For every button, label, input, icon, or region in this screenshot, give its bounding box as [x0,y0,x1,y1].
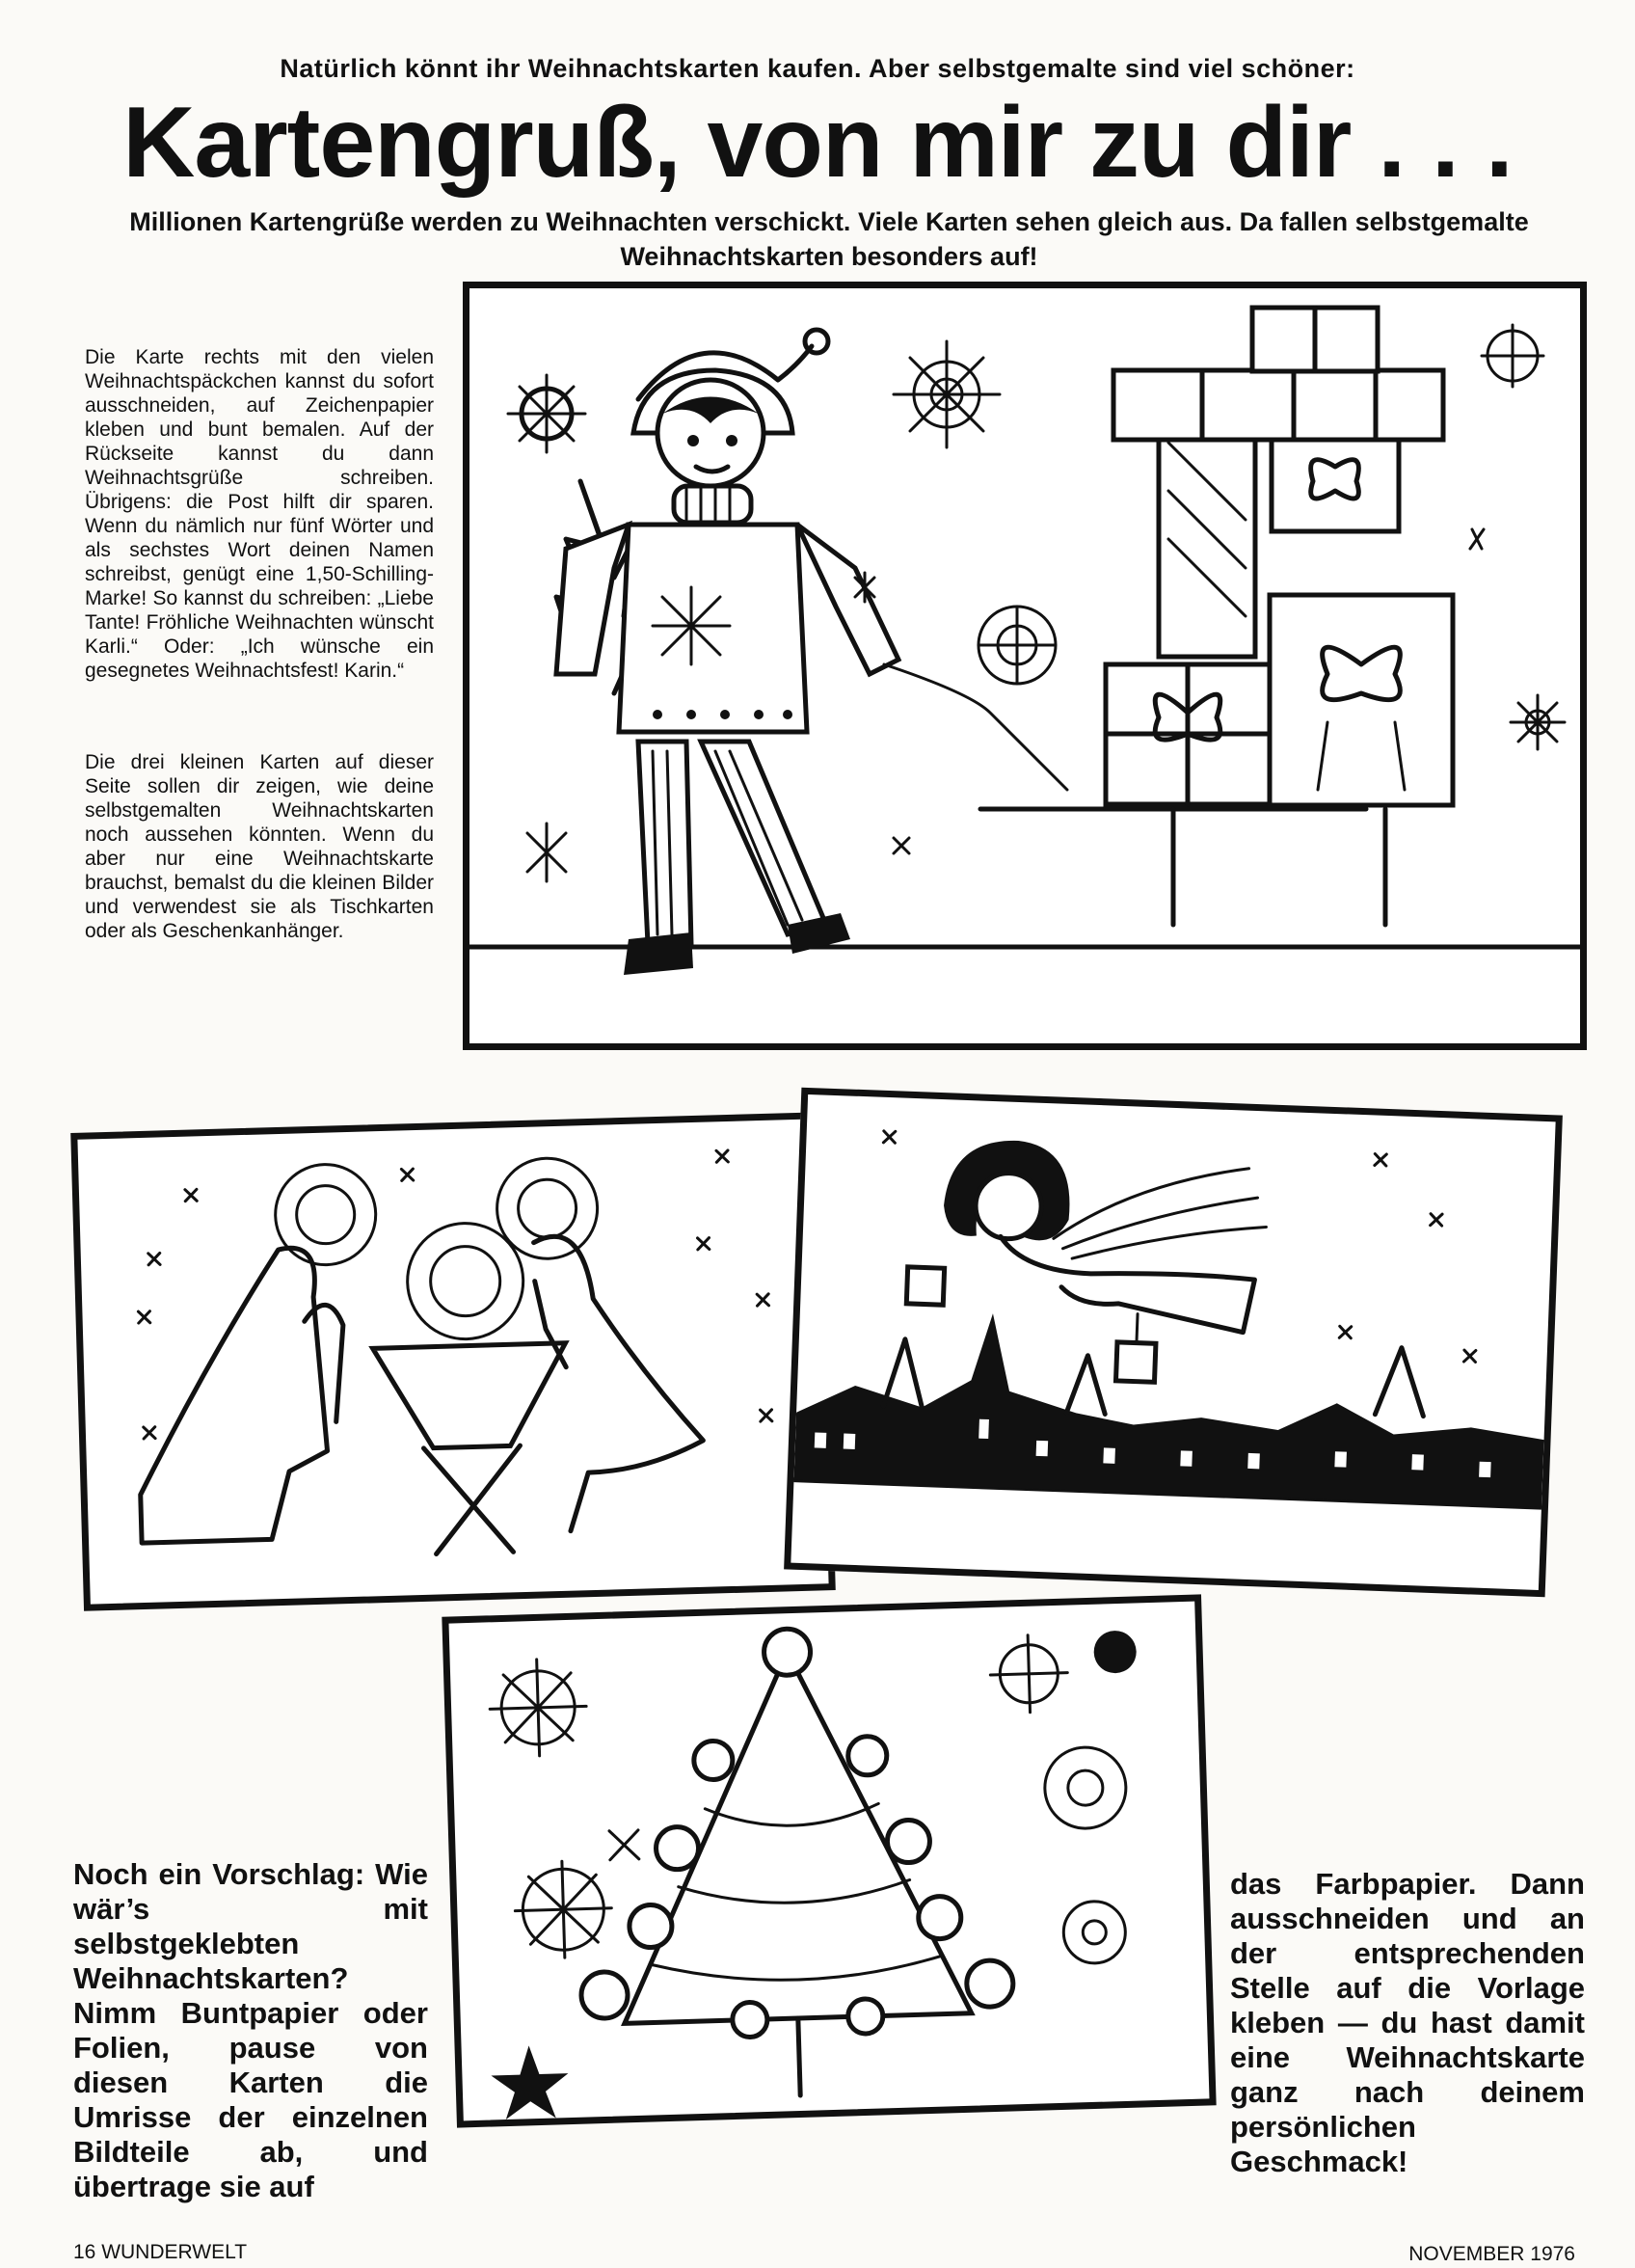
card-child-with-presents [463,282,1587,1050]
left-paragraph-1: Die Karte rechts mit den vielen Weihnachtspäckchen kannst du sofort ausschneiden, auf Zeichenpapier kleben und bunt bemalen. Auf der Rückseite kannst du dann Weihnachtsgrüße schreiben. Übrigens: die Post hilft dir sparen. Wenn du nämlich nur fünf Wörter und als sechstes Wort deinen Namen schreibst, genügt eine 1,50-Schilling-Marke! So kannst du schreiben: „Liebe Tante! Fröhliche Weihnachten wünscht Karli.“ Oder: „Ich wünsche ein gesegnetes Weihnachtsfest! Karin.“ [85,346,434,682]
card-nativity [70,1112,836,1611]
child-sled-illustration [469,288,1580,1043]
left-paragraph-2: Die drei kleinen Karten auf dieser Seite sollen dir zeigen, wie deine selbstgemalten Weihnachtskarten noch aussehen könnten. Wenn du aber nur eine Weihnachtskarte brauchst, bemalst du die kleinen Bilder und verwendest sie als Tischkarten oder als Geschenkanhänger. [85,751,434,942]
footer-date: NOVEMBER 1976 [1408,2243,1575,2265]
card-christmas-tree [442,1594,1216,2127]
kicker-line: Natürlich könnt ihr Weihnachtskarten kaufen. Aber selbstgemalte sind viel schöner: [280,54,1355,83]
left-column [85,345,434,1011]
headline: Kartengruß, von mir zu dir . . . [122,87,1513,199]
nativity-illustration [77,1119,828,1604]
intro-text: Millionen Kartengrüße werden zu Weihnachten verschickt. Viele Karten sehen gleich aus. Da fallen selbstgemalte Weihnachtskarten besonders auf! [129,207,1529,271]
footer-page-label: 16 WUNDERWELT [73,2241,248,2263]
bottom-left-text: Noch ein Vorschlag: Wie wär’s mit selbstgeklebten Weihnachtskarten? Nimm Buntpapier oder Folien, pause von diesen Karten die Umrisse der einzelnen Bildteile ab, und übertrage sie auf [73,1857,428,2203]
card-angel-village [784,1088,1563,1598]
bottom-right-text: das Farbpapier. Dann ausschneiden und an der entsprechenden Stelle auf die Vorlage kleben — du hast damit eine Weihnachtskarte ganz nach deinem persönlichen Geschmack! [1230,1867,1585,2178]
christmas-tree-illustration [449,1602,1210,2121]
angel-village-illustration [791,1094,1555,1590]
